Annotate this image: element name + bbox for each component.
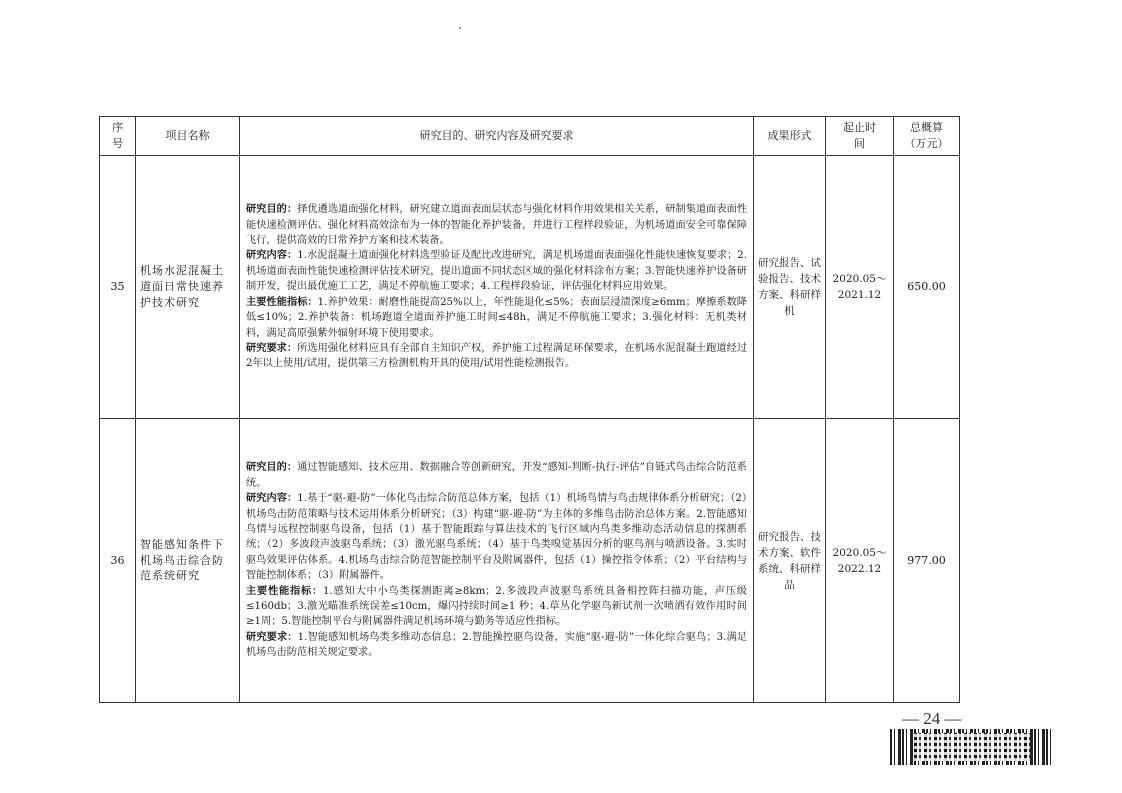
- table-row: [100, 419, 960, 703]
- row-budget: 650.00: [894, 156, 960, 419]
- table-row: [100, 156, 960, 419]
- row-details: [240, 419, 754, 703]
- header-period: 起止时间: [826, 117, 894, 156]
- row-no: 36: [100, 419, 136, 703]
- page-number: — 24 —: [902, 709, 962, 728]
- row-details: [240, 156, 754, 419]
- row-budget: 977.00: [894, 419, 960, 703]
- header-no: 序号: [100, 117, 136, 156]
- section-requirements: 研究要求：1.智能感知机场鸟类多维动态信息；2.智能操控驱鸟设备，实施“驱-避-防”一体化综合驱鸟；3.满足机场鸟击防范相关规定要求。: [246, 630, 747, 659]
- section-indicators: 主要性能指标：1.养护效果：耐磨性能提高25%以上，年性能退化≤5%；表面层浸渍深度≥6mm；摩擦系数降低≤10%；2.养护装备：机场跑道全道面养护施工时间≤48h，满足不停航施工要求；3.强化材料：无机类材料，满足高原强紫外辐射环境下使用要求。: [246, 295, 747, 339]
- barcode-image: [890, 729, 1054, 765]
- period-end: 2021.12: [837, 289, 882, 301]
- header-content: 研究目的、研究内容及研究要求: [240, 117, 754, 156]
- period-start: 2020.05～: [832, 273, 887, 285]
- scan-dot: [459, 27, 461, 29]
- row-result: 研究报告、试验报告、技术方案、科研样机: [754, 156, 826, 419]
- row-name: 机场水泥混凝土道面日常快速养护技术研究: [136, 156, 240, 419]
- period-start: 2020.05～: [832, 546, 887, 559]
- section-purpose: 研究目的：通过智能感知、技术应用、数据融合等创新研究，开发“感知-判断-执行-评估”自链式鸟击综合防范系统。: [246, 461, 747, 489]
- row-no: 35: [100, 156, 136, 419]
- section-content: 研究内容：1.水泥混凝土道面强化材料选型验证及配比改进研究，满足机场道面表面强化性能快速恢复要求；2.机场道面表面性能快速检测评估技术研究，提出道面不同状态区域的强化材料涂布方案；3.智能快速养护设备研制开发，提出最优施工工艺，满足不停航施工要求；4.工程样段验证，评估强化材料应用效果。: [246, 249, 748, 293]
- section-requirements: 研究要求：所选用强化材料应具有全部自主知识产权，养护施工过程满足环保要求，在机场水泥混凝土跑道经过2年以上使用/试用，提供第三方检测机构开具的使用/试用性能检测报告。: [246, 341, 748, 370]
- row-result: 研究报告、技术方案、软件系统、科研样品: [754, 419, 826, 703]
- header-result: 成果形式: [754, 117, 826, 156]
- table-header-row: [100, 117, 960, 156]
- header-budget: 总概算（万元）: [894, 117, 960, 156]
- period-end: 2022.12: [837, 562, 882, 575]
- row-period: [826, 419, 894, 703]
- project-table: [99, 116, 960, 703]
- section-purpose: 研究目的：择优遴选道面强化材料，研究建立道面表面层状态与强化材料作用效果相关关系，研制集道面表面性能快速检测评估、强化材料高效涂布为一体的智能化养护装备，并进行工程样段验证，为机场道面安全可靠保障飞行，提供高效的日常养护方案和技术装备。: [246, 203, 748, 247]
- row-period: [826, 156, 894, 419]
- row-name: 智能感知条件下机场鸟击综合防范系统研究: [136, 419, 240, 703]
- header-name: 项目名称: [136, 117, 240, 156]
- section-content: 研究内容：1.基于“驱-避-防”一体化鸟击综合防范总体方案，包括（1）机场鸟情与鸟击规律体系分析研究；（2）机场鸟击防范策略与技术运用体系分析研究；（3）构建“驱-避-防”为主体的多维鸟击防治总体方案。2.智能感知鸟情与远程控制驱鸟设备，包括（1）基于智能跟踪与算法技术的飞行区域内鸟类多维动态活动信息的探测系统；（2）多波段声波驱鸟系统；（3）激光驱鸟系统；（4）基于鸟类嗅觉基因分析的驱鸟剂与喷洒设备。3.实时驱鸟效果评估体系。4.机场鸟击综合防范智能控制平台及附属器件，包括（1）操控指令体系；（2）平台结构与智能控制体系；（3）附属器件。: [246, 492, 747, 582]
- section-indicators: 主要性能指标：1.感知大中小鸟类探测距离≥8km；2.多波段声波驱鸟系统具备相控阵扫描功能，声压级≤160db；3.激光瞄准系统误差≤10cm，爆闪持续时间≥1 秒；4.草丛化学驱鸟新试剂一次喷洒有效作用时间≥1周；5.智能控制平台与附属器件满足机场环境与勤务等适应性指标。: [246, 584, 747, 628]
